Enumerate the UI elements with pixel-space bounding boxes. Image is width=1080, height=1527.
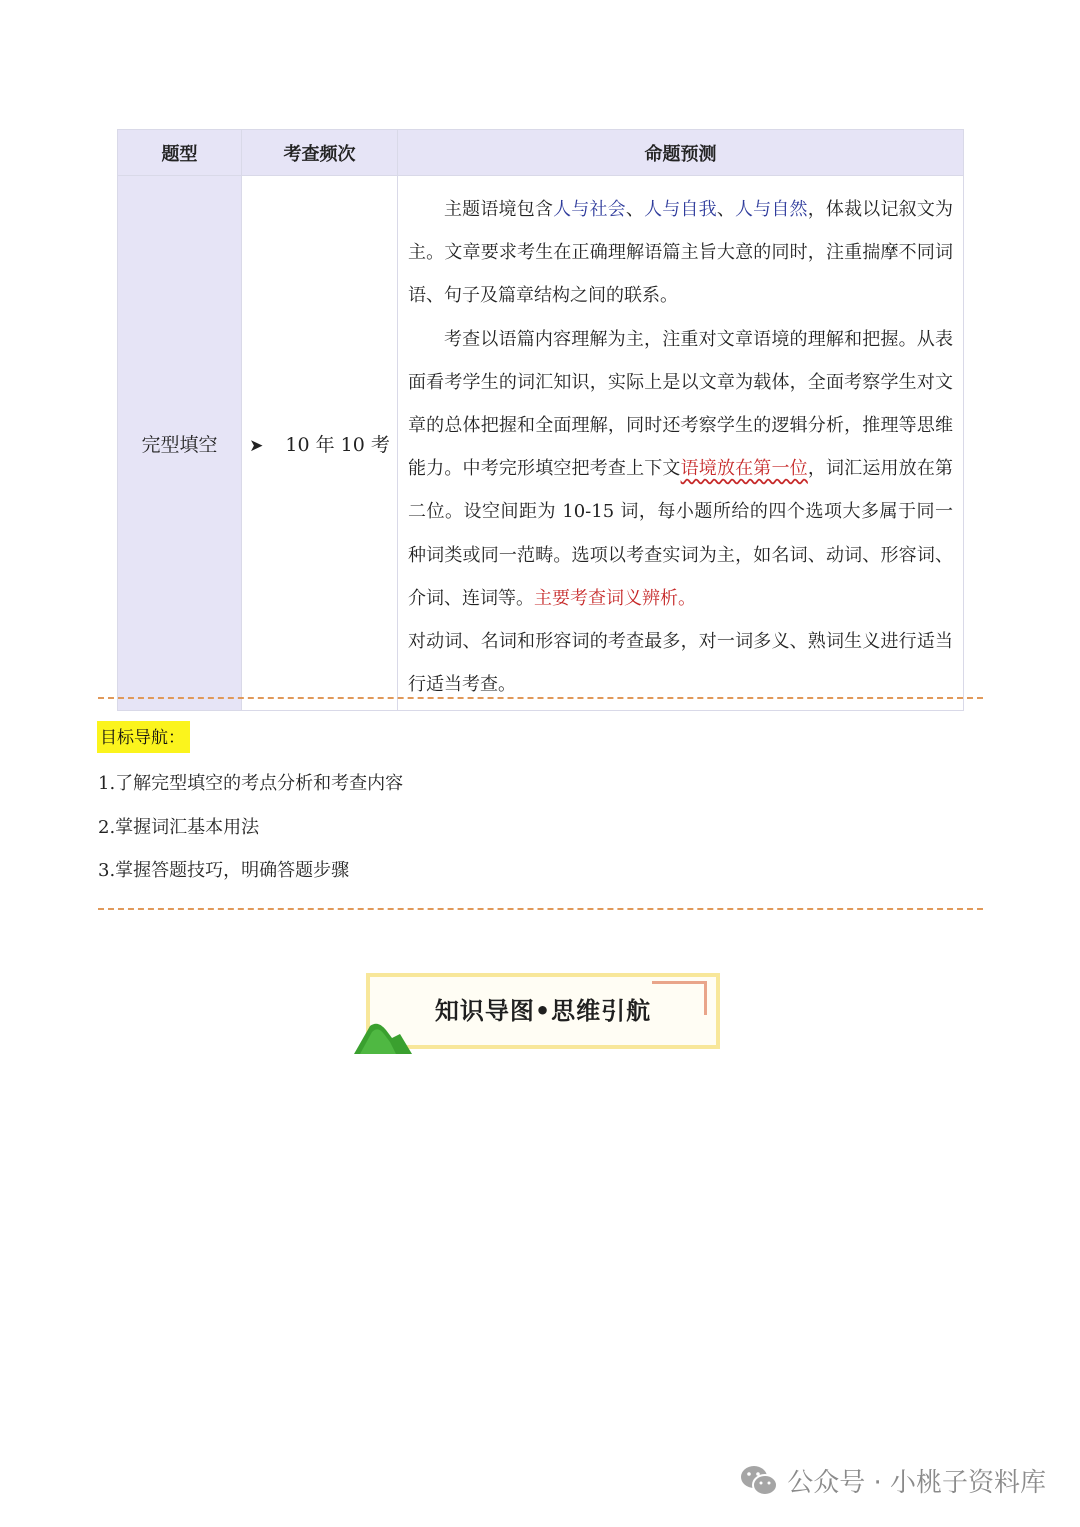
p1-sep-2: 、 xyxy=(716,199,735,220)
p2-text-a: 考查以语篇内容理解为主，注重对文章语境的理解和把握。从表面看考学生的词汇知识，实际上是以文章为载体，全面考察学生对文章的总体把握和全面理解，同时还考察学生的逻辑分析，推理等思维能力。中考完形填空把考查上下文 xyxy=(408,328,953,480)
divider-top xyxy=(98,697,983,699)
goal-item-1: 1.了解完型填空的考点分析和考查内容 xyxy=(98,773,404,794)
goal-item-2: 2.掌握词汇基本用法 xyxy=(98,817,260,838)
goals-heading: 目标导航： xyxy=(97,721,190,753)
goal-item-3: 3.掌握答题技巧，明确答题步骤 xyxy=(98,860,350,881)
p1-text-a: 主题语境包含 xyxy=(444,199,554,220)
p1-sep-1: 、 xyxy=(625,199,645,220)
table-row xyxy=(118,176,964,711)
p1-link-nature: 人与自然 xyxy=(735,199,808,220)
footer-text: 公众号 · 小桃子资料库 xyxy=(787,1468,1046,1498)
header-frequency: 考查频次 xyxy=(242,130,398,176)
arrow-bullet-icon: ➤ xyxy=(249,435,264,456)
mindmap-banner xyxy=(352,968,724,1060)
prediction-paragraph-1 xyxy=(408,188,953,318)
question-type-cell: 完型填空 xyxy=(118,176,242,711)
divider-bottom xyxy=(98,908,983,910)
p2-highlight-context: 语境放在第一位 xyxy=(680,458,808,480)
frequency-value: 10 年 10 考 xyxy=(285,433,390,456)
prediction-paragraph-3: 对动词、名词和形容词的考查最多，对一词多义、熟词生义进行适当行适当考查。 xyxy=(408,631,953,696)
header-prediction: 命题预测 xyxy=(398,130,964,176)
p1-link-society: 人与社会 xyxy=(553,199,626,220)
exam-analysis-table xyxy=(117,129,964,711)
banner-decoration-icon xyxy=(352,968,724,1060)
wechat-icon xyxy=(739,1464,779,1498)
frequency-cell xyxy=(242,176,398,711)
header-type: 题型 xyxy=(118,130,242,176)
prediction-cell xyxy=(398,176,964,711)
p1-text-g: ，体裁以记叙文为主。文章要求考生在正确理解语篇主旨大意的同时，注重揣摩不同词语、句子及篇章结构之间的联系。 xyxy=(408,199,954,307)
p2-highlight-meaning: 主要考查词义辨析。 xyxy=(534,587,696,609)
p2-text-c: ，词汇运用放在第二位。设空间距为 10-15 词，每小题所给的四个选项大多属于同一种词类或同一范畴。选项以考查实词为主，如名词、动词、形容词、介词、连词等。 xyxy=(408,458,954,609)
prediction-paragraph-2 xyxy=(408,318,953,620)
footer-watermark xyxy=(739,1462,1046,1499)
table-header-row xyxy=(118,130,964,176)
banner-title: 知识导图•思维引航 xyxy=(366,973,720,1049)
p1-link-self: 人与自我 xyxy=(644,199,717,220)
